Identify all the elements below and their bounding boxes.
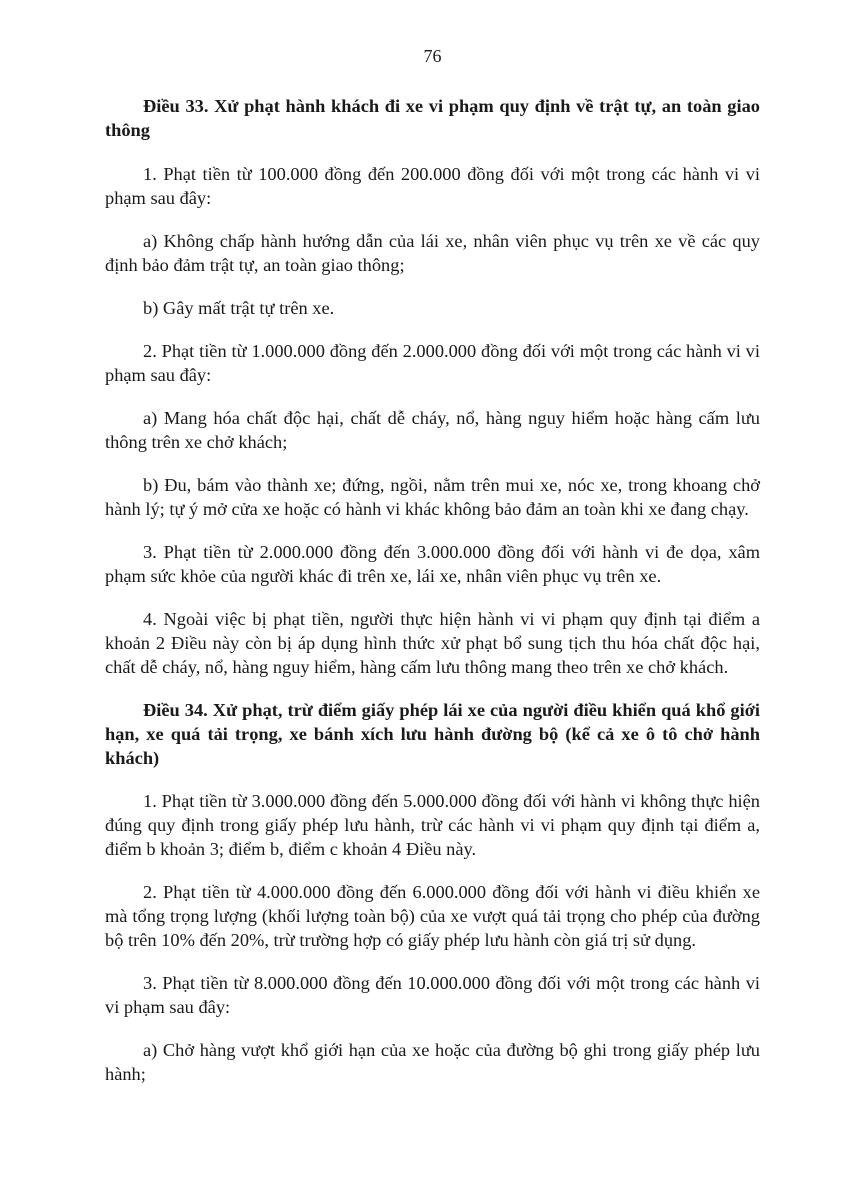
article-33-heading: Điều 33. Xử phạt hành khách đi xe vi phạm quy định về trật tự, an toàn giao thông [105,96,760,140]
article-34-clause-3: 3. Phạt tiền từ 8.000.000 đồng đến 10.000.000 đồng đối với một trong các hành vi vi phạm sau đây: [105,973,760,1017]
article-33-clause-2: 2. Phạt tiền từ 1.000.000 đồng đến 2.000.000 đồng đối với một trong các hành vi vi phạm sau đây: [105,341,760,385]
article-33-clause-4: 4. Ngoài việc bị phạt tiền, người thực hiện hành vi vi phạm quy định tại điểm a khoản 2 Điều này còn bị áp dụng hình thức xử phạt bổ sung tịch thu hóa chất độc hại, chất dễ cháy, nổ, hàng nguy hiểm, hàng cấm lưu thông mang theo trên xe chở khách. [105,609,760,677]
article-34-heading: Điều 34. Xử phạt, trừ điểm giấy phép lái xe của người điều khiển quá khổ giới hạn, xe quá tải trọng, xe bánh xích lưu hành đường bộ (kể cả xe ô tô chở hành khách) [105,700,760,768]
article-33-clause-1b: b) Gây mất trật tự trên xe. [143,298,335,318]
article-34-clause-1: 1. Phạt tiền từ 3.000.000 đồng đến 5.000.000 đồng đối với hành vi không thực hiện đúng quy định trong giấy phép lưu hành, trừ các hành vi vi phạm quy định tại điểm a, điểm b khoản 3; điểm b, điểm c khoản 4 Điều này. [105,791,760,859]
article-33-clause-2b: b) Đu, bám vào thành xe; đứng, ngồi, nằm trên mui xe, nóc xe, trong khoang chở hành lý; tự ý mở cửa xe hoặc có hành vi khác không bảo đảm an toàn khi xe đang chạy. [105,475,760,519]
article-34-clause-3a: a) Chở hàng vượt khổ giới hạn của xe hoặc của đường bộ ghi trong giấy phép lưu hành; [105,1040,760,1084]
article-33-clause-2a: a) Mang hóa chất độc hại, chất dễ cháy, nổ, hàng nguy hiểm hoặc hàng cấm lưu thông trên xe chở khách; [105,408,760,452]
document-body [105,94,760,1086]
article-33-clause-1: 1. Phạt tiền từ 100.000 đồng đến 200.000 đồng đối với một trong các hành vi vi phạm sau đây: [105,164,760,208]
article-33-clause-1a: a) Không chấp hành hướng dẫn của lái xe, nhân viên phục vụ trên xe về các quy định bảo đảm trật tự, an toàn giao thông; [105,231,760,275]
page-number: 76 [423,46,442,66]
article-34-clause-2: 2. Phạt tiền từ 4.000.000 đồng đến 6.000.000 đồng đối với hành vi điều khiển xe mà tổng trọng lượng (khối lượng toàn bộ) của xe vượt quá tải trọng cho phép của đường bộ trên 10% đến 20%, trừ trường hợp có giấy phép lưu hành còn giá trị sử dụng. [105,882,760,950]
article-33-clause-3: 3. Phạt tiền từ 2.000.000 đồng đến 3.000.000 đồng đối với hành vi đe dọa, xâm phạm sức khỏe của người khác đi trên xe, lái xe, nhân viên phục vụ trên xe. [105,542,760,586]
